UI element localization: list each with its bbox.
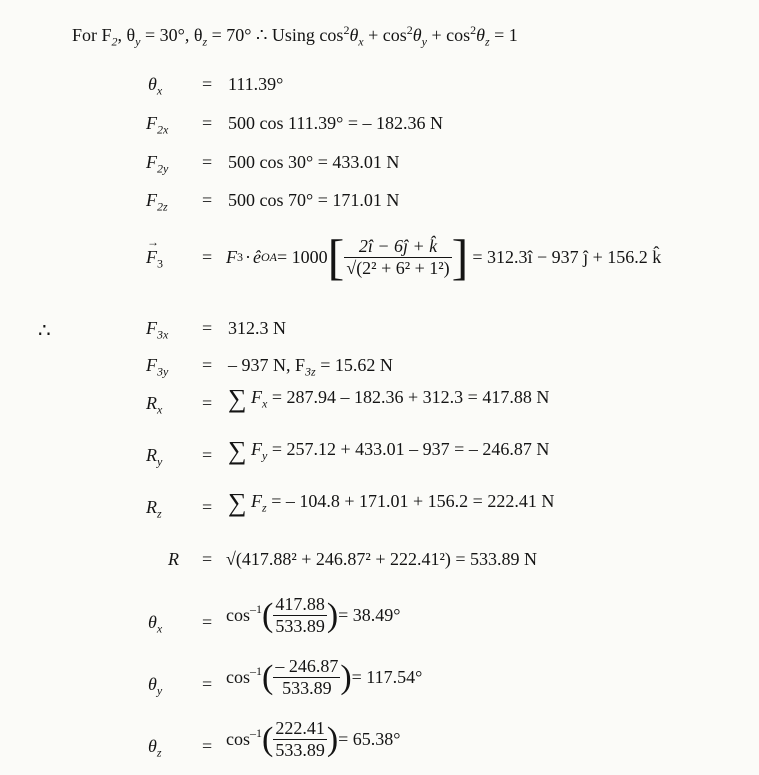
therefore-symbol: ∴	[38, 320, 51, 342]
f3-unit-fraction: $\frac{2î - 6ĵ + k̂}{\text{√(2² + 6² + 1²)}}$	[346, 235, 450, 278]
textbook-page: For $F_2$, $\theta_y = 30^\circ$, $\theta_z = 70^\circ$ ∴ Using $\cos^2\theta_x + \cos^2\theta_y + \cos^2\theta_z = 1$ $\theta_x$ = 111.39° $F_{2x}$ = 500 cos 111.39° = – 182.36 N $F_{2y}$ = 500 cos 30° = 433.01 N $F_{2z}$ = 500 cos 70° = 171.01 N F → $_3$ = F 3 · ê OA = 1000 [ $\frac{2î - 6ĵ + k̂}{\text{√(2² + 6² + 1²)}}$ ] = 312.3î − 937 ĵ + 156.2 k̂ ∴ $F_{3x}$ = 312.3 N $F_{3y}$ = – 937 N, $F_{3z} = 15.62$ N $R_x$ = ∑ $F_x = 287.94 - 182.36 + 312.3 = 417.88$ N $R_y$ = ∑ $F_y = 257.12 + 433.01 - 937$ = – 246.87 N $R_z$ = ∑ $F_z$ = – 104.8 + 171.01 + 156.2 = 222.41 N R = √(417.88² + 246.87² + 222.41²) = 533.89 N $\theta_x$ = cos $^{-1}$ ( $\frac{417.88}{533.89}$ ) = 38.49° $\theta_y$ = cos $^{-1}$ ( $\frac{- 246.87}{533.89}$ ) = 117.54° $\theta_z$ = cos $^{-1}$ ( $\frac{222.41}{533.89}$ ) = 65.38°	[38, 23, 662, 760]
intro-line: For $F_2$, $\theta_y = 30^\circ$, $\theta_z = 70^\circ$ ∴ Using $\cos^2\theta_x + \cos^2\theta_y + \cos^2\theta_z = 1$	[72, 23, 518, 49]
